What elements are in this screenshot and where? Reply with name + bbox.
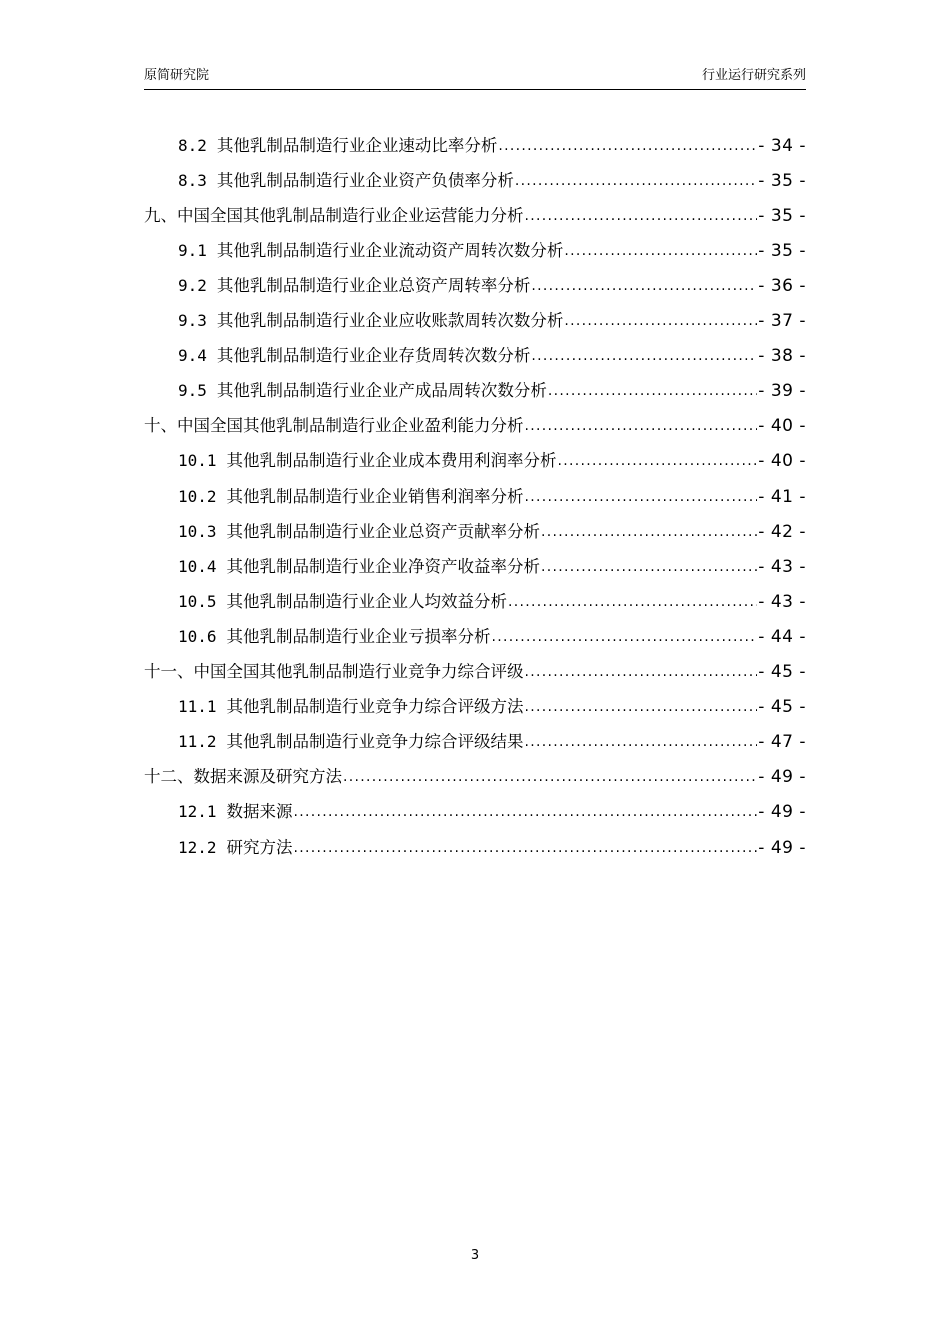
- toc-dot-leader: [294, 838, 758, 858]
- toc-entry[interactable]: [144, 198, 806, 233]
- toc-dot-leader: [294, 802, 758, 822]
- toc-entry[interactable]: [178, 163, 806, 198]
- toc-entry-title: 十一、中国全国其他乳制品制造行业竞争力综合评级: [144, 662, 524, 681]
- toc-entry-page: - 35 -: [758, 205, 806, 226]
- toc-dot-leader: [564, 241, 757, 261]
- toc-entry[interactable]: [178, 584, 806, 619]
- toc-entry-title: 其他乳制品制造行业企业销售利润率分析: [226, 486, 524, 506]
- toc-entry-number: 10.6: [178, 626, 217, 646]
- toc-entry-title: 其他乳制品制造行业企业人均效益分析: [226, 591, 508, 611]
- toc-entry-number: 10.1: [178, 451, 217, 471]
- toc-entry-number: 12.1: [178, 802, 217, 822]
- toc-entry-page: - 43 -: [758, 556, 806, 577]
- toc-dot-leader: [508, 592, 757, 612]
- toc-entry-page: - 37 -: [758, 311, 806, 331]
- toc-entry[interactable]: [144, 760, 806, 795]
- toc-entry-title: 其他乳制品制造行业企业产成品周转次数分析: [216, 381, 547, 401]
- toc-dot-leader: [525, 662, 758, 682]
- toc-entry-title: 九、中国全国其他乳制品制造行业企业运营能力分析: [144, 205, 524, 225]
- toc-dot-leader: [564, 311, 757, 331]
- toc-entry[interactable]: [178, 725, 806, 760]
- toc-entry-page: - 45 -: [758, 697, 806, 718]
- toc-entry-title: 其他乳制品制造行业企业总资产周转率分析: [216, 275, 531, 295]
- toc-entry-number: 9.1: [178, 240, 207, 260]
- toc-entry-title: 其他乳制品制造行业企业亏损率分析: [226, 626, 491, 646]
- toc-dot-leader: [525, 206, 758, 226]
- toc-entry[interactable]: [178, 444, 806, 479]
- toc-entry-title: 其他乳制品制造行业企业总资产贡献率分析: [226, 521, 541, 541]
- toc-entry[interactable]: [178, 619, 806, 654]
- toc-entry[interactable]: [178, 233, 806, 268]
- toc-entry-title: 其他乳制品制造行业企业资产负债率分析: [216, 170, 514, 190]
- toc-entry-title: 其他乳制品制造行业企业净资产收益率分析: [226, 556, 541, 576]
- toc-entry-number: 9.3: [178, 311, 207, 330]
- toc-entry[interactable]: [144, 655, 806, 690]
- toc-dot-leader: [531, 346, 757, 366]
- toc-dot-leader: [515, 171, 757, 191]
- toc-entry-page: - 40 -: [758, 416, 806, 437]
- toc-entry[interactable]: [178, 268, 806, 303]
- toc-entry-title: 其他乳制品制造行业企业速动比率分析: [216, 135, 498, 155]
- toc-entry[interactable]: [178, 690, 806, 725]
- toc-entry-number: 9.4: [178, 346, 207, 366]
- toc-entry-title: 研究方法: [226, 837, 293, 857]
- toc-entry[interactable]: [144, 409, 806, 444]
- toc-entry-page: - 35 -: [758, 170, 806, 191]
- toc-dot-leader: [525, 416, 758, 436]
- toc-dot-leader: [525, 732, 758, 752]
- toc-dot-leader: [558, 451, 758, 471]
- toc-entry-number: 10.4: [178, 556, 217, 576]
- toc-entry-page: - 35 -: [758, 240, 806, 261]
- toc-entry-title: 其他乳制品制造行业企业流动资产周转次数分析: [216, 240, 564, 260]
- toc-entry[interactable]: [178, 479, 806, 514]
- toc-entry-title: 其他乳制品制造行业企业应收账款周转次数分析: [216, 311, 564, 330]
- toc-dot-leader: [492, 627, 758, 647]
- toc-entry-page: - 36 -: [758, 275, 806, 296]
- toc-dot-leader: [525, 697, 758, 717]
- toc-entry-number: 9.5: [178, 381, 207, 401]
- toc-entry-page: - 45 -: [758, 662, 806, 682]
- toc-entry[interactable]: [178, 128, 806, 163]
- toc-entry-title: 十、中国全国其他乳制品制造行业企业盈利能力分析: [144, 416, 524, 436]
- toc-entry-number: 11.1: [178, 697, 217, 717]
- toc-entry-number: 9.2: [178, 275, 207, 295]
- toc-entry[interactable]: [178, 339, 806, 374]
- page-number: 3: [470, 1248, 480, 1263]
- toc-dot-leader: [343, 767, 757, 787]
- toc-entry-title: 其他乳制品制造行业企业成本费用利润率分析: [226, 451, 557, 471]
- toc-entry-page: - 49 -: [758, 802, 806, 823]
- toc-entry[interactable]: [178, 549, 806, 584]
- toc-dot-leader: [531, 276, 757, 296]
- toc-entry-number: 8.2: [178, 135, 207, 155]
- toc-entry-page: - 47 -: [758, 732, 806, 753]
- toc-entry-title: 其他乳制品制造行业竞争力综合评级方法: [226, 697, 524, 717]
- toc-entry-page: - 41 -: [758, 486, 806, 507]
- page-header: [144, 67, 806, 90]
- toc-dot-leader: [541, 522, 757, 542]
- toc-entry-page: - 49 -: [758, 837, 806, 858]
- toc-entry-page: - 40 -: [758, 451, 806, 472]
- toc-entry-number: 10.3: [178, 521, 217, 541]
- toc-entry[interactable]: [178, 795, 806, 830]
- toc-entry[interactable]: [178, 304, 806, 339]
- toc-entry[interactable]: [178, 374, 806, 409]
- toc-entry-title: 其他乳制品制造行业竞争力综合评级结果: [226, 732, 524, 752]
- toc-entry-title: 十二、数据来源及研究方法: [144, 767, 342, 787]
- toc-entry-page: - 39 -: [758, 381, 806, 402]
- toc-entry-title: 数据来源: [226, 802, 293, 822]
- toc-entry-number: 11.2: [178, 732, 217, 752]
- toc-entry-page: - 38 -: [758, 346, 806, 367]
- toc-dot-leader: [525, 487, 758, 507]
- toc-entry-page: - 49 -: [758, 767, 806, 788]
- toc-entry[interactable]: [178, 514, 806, 549]
- toc-entry-page: - 42 -: [758, 521, 806, 542]
- toc-entry-number: 10.5: [178, 591, 217, 611]
- toc-entry-number: 10.2: [178, 486, 217, 506]
- toc-entry-page: - 34 -: [758, 135, 806, 156]
- toc-entry-number: 8.3: [178, 170, 207, 190]
- header-org-name: 原简研究院: [144, 68, 210, 83]
- toc-dot-leader: [541, 557, 757, 577]
- toc-entry[interactable]: [178, 830, 806, 865]
- toc-dot-leader: [548, 381, 757, 401]
- toc-entry-page: - 43 -: [758, 591, 806, 612]
- toc-dot-leader: [498, 136, 757, 156]
- toc-entry-number: 12.2: [178, 837, 217, 857]
- header-series-name: 行业运行研究系列: [701, 68, 806, 83]
- toc-entry-page: - 44 -: [758, 626, 806, 647]
- toc-entry-title: 其他乳制品制造行业企业存货周转次数分析: [216, 346, 531, 366]
